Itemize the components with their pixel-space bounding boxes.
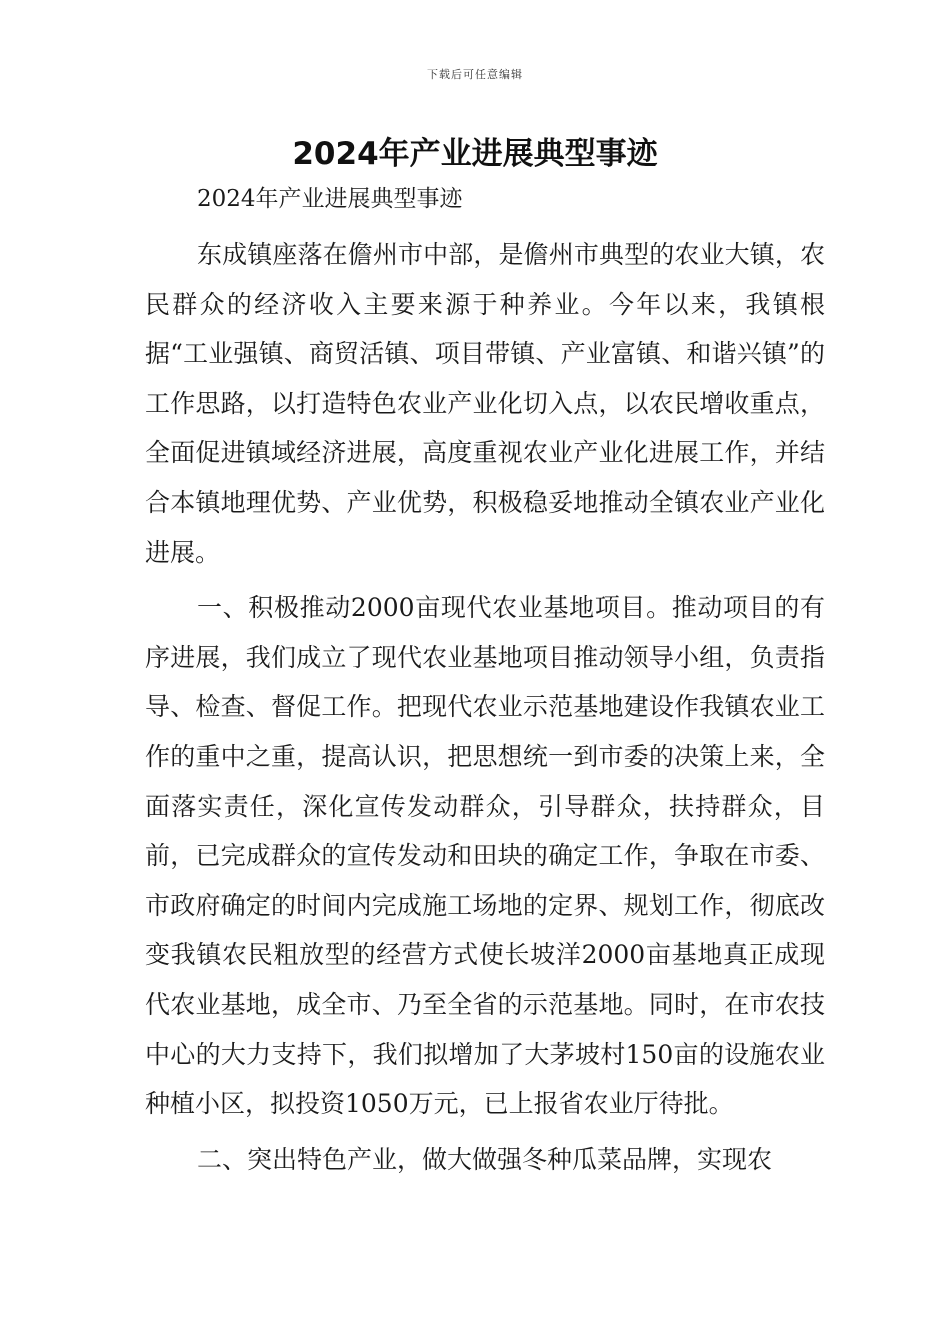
document-title: 2024年产业进展典型事迹 — [292, 136, 658, 172]
paragraph-section-1: 一、积极推动2000亩现代农业基地项目。推动项目的有序进展，我们成立了现代农业基地项目推动领导小组，负责指导、检查、督促工作。把现代农业示范基地建设作我镇农业工作的重中之重，提高认识，把思想统一到市委的决策上来，全面落实责任，深化宣传发动群众，引导群众，扶持群众，目前，已完成群众的宣传发动和田块的确定工作，争取在市委、市政府确定的时间内完成施工场地的定界、规划工作，彻底改变我镇农民粗放型的经营方式使长坡洋2000亩基地真正成现代农业基地，成全市、乃至全省的示范基地。同时，在市农技中心的大力支持下，我们拟增加了大茅坡村150亩的设施农业种植小区，拟投资1050万元，已上报省农业厅待批。 — [145, 593, 825, 1119]
document-subtitle: 2024年产业进展典型事迹 — [197, 186, 463, 212]
header-note: 下载后可任意编辑 — [427, 68, 523, 81]
document-body — [145, 176, 825, 1184]
paragraph-intro: 东成镇座落在儋州市中部，是儋州市典型的农业大镇，农民群众的经济收入主要来源于种养业。今年以来，我镇根据“工业强镇、商贸活镇、项目带镇、产业富镇、和谐兴镇”的工作思路，以打造特色农业产业化切入点，以农民增收重点，全面促进镇域经济进展，高度重视农业产业化进展工作，并结合本镇地理优势、产业优势，积极稳妥地推动全镇农业产业化进展。 — [145, 240, 825, 567]
paragraph-section-2: 二、突出特色产业，做大做强冬种瓜菜品牌，实现农 — [197, 1144, 773, 1174]
